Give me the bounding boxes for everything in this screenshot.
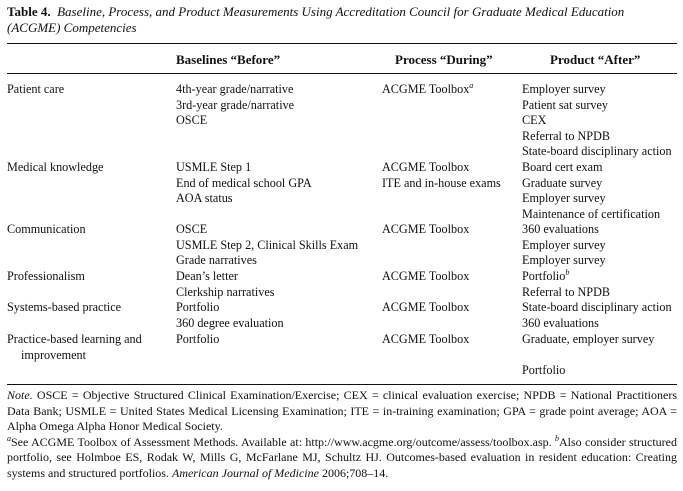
footnotes — [7, 435, 677, 482]
journal-name: American Journal of Medicine — [171, 465, 319, 480]
product-line: Referral to NPDB — [522, 284, 611, 299]
cell-process — [382, 332, 469, 348]
footnote-a-ref: a — [469, 81, 474, 90]
competency-line: improvement — [21, 347, 86, 362]
cell-competency — [7, 222, 86, 238]
note-text: OSCE = Objective Structured Clinical Examination/Exercise; CEX = clinical evaluation exercise; NPDB = National Practitioners Data Bank; USMLE = United States Medical Licensing Examination; ITE = in-training examination; GPA = grade point average; AOA = Alpha Omega Alpha Honor Medical Society. — [7, 388, 677, 434]
footnote-b-mark: b — [555, 433, 560, 443]
citation-tail: 2006;708–14. — [318, 465, 389, 480]
cell-product — [522, 332, 654, 379]
cell-process — [382, 269, 469, 285]
cell-baselines — [176, 300, 284, 331]
process-line: ACGME Toolbox — [382, 332, 470, 346]
table-label: Table 4. — [7, 4, 51, 19]
baselines-line: End of medical school GPA — [176, 175, 312, 190]
table-caption — [7, 4, 677, 36]
product-line: Graduate, employer survey — [522, 332, 655, 346]
cell-competency — [7, 160, 103, 176]
footnote-b-ref: b — [565, 268, 570, 277]
process-line: ACGME Toolbox$^a$ — [382, 81, 474, 96]
baselines-line: Dean’s letter — [176, 269, 238, 283]
product-line: Board cert exam — [522, 160, 603, 174]
product-line: Portfolio — [522, 363, 566, 378]
bottom-rule — [7, 384, 677, 385]
baselines-line: USMLE Step 2, Clinical Skills Exam — [176, 237, 359, 252]
competency-line: Communication — [7, 222, 86, 236]
top-rule — [7, 43, 677, 44]
cell-process — [382, 160, 501, 191]
cell-baselines — [176, 269, 275, 300]
baselines-line: 4th-year grade/narrative — [176, 82, 294, 96]
table-notes — [7, 388, 677, 482]
process-line: ACGME Toolbox — [382, 160, 470, 174]
product-line: Employer survey — [522, 237, 606, 252]
baselines-line: OSCE — [176, 222, 208, 236]
product-line: 360 evaluations — [522, 222, 599, 236]
cell-competency — [7, 82, 64, 98]
header-process: Process “During” — [395, 52, 493, 67]
note-label: Note. — [7, 388, 33, 402]
product-line: 360 evaluations — [522, 315, 599, 330]
baselines-line: USMLE Step 1 — [176, 160, 252, 174]
cell-process — [382, 222, 469, 238]
table-title: Baseline, Process, and Product Measurements Using Accreditation Council for Graduate Medical Education (ACGME) Competencies — [7, 4, 625, 35]
competency-line: Systems-based practice — [7, 300, 122, 314]
cell-process — [382, 300, 469, 316]
process-line: ACGME Toolbox — [382, 269, 470, 283]
footnote-a-text: See ACGME Toolbox of Assessment Methods. Available at: http://www.acgme.org/outcome/assess/toolbox.asp. — [11, 434, 556, 449]
process-line: ITE and in-house exams — [382, 175, 501, 190]
cell-product — [522, 222, 606, 269]
header-product: Product “After” — [550, 52, 641, 67]
cell-product — [522, 269, 610, 300]
cell-competency — [7, 269, 85, 285]
product-line — [522, 348, 654, 364]
note-abbreviations — [7, 388, 677, 435]
competency-line: Professionalism — [7, 269, 85, 283]
baselines-line: 360 degree evaluation — [176, 315, 284, 330]
product-line: CEX — [522, 113, 547, 128]
process-line: ACGME Toolbox — [382, 300, 470, 314]
baselines-line: Clerkship narratives — [176, 284, 275, 299]
header-baselines: Baselines “Before” — [176, 52, 281, 67]
product-line: Employer survey — [522, 191, 606, 206]
baselines-line: Portfolio — [176, 300, 220, 314]
product-line: Employer survey — [522, 253, 606, 268]
baselines-line: OSCE — [176, 113, 208, 128]
footnote-a-mark: a — [7, 433, 11, 443]
cell-baselines — [176, 160, 312, 207]
baselines-line: 3rd-year grade/narrative — [176, 97, 295, 112]
competency-line: Medical knowledge — [7, 160, 104, 174]
footnote-b-text: Also consider structured portfolio, see Holmboe ES, Rodak W, Mills G, McFarlane MJ, Schultz HJ. Outcomes-based evaluation in resident education: Creating systems and structured portfolios. — [7, 434, 677, 480]
process-line: ACGME Toolbox — [382, 222, 470, 236]
cell-product — [522, 160, 660, 222]
header-rule — [7, 73, 677, 74]
competency-line: Patient care — [7, 82, 65, 96]
cell-process — [382, 82, 473, 98]
product-line: Employer survey — [522, 82, 606, 96]
product-line: Graduate survey — [522, 175, 603, 190]
cell-product — [522, 300, 672, 331]
cell-baselines — [176, 332, 219, 348]
baselines-line: AOA status — [176, 191, 233, 206]
cell-baselines — [176, 222, 358, 269]
cell-product — [522, 82, 672, 160]
product-line: Maintenance of certification — [522, 206, 661, 221]
product-line: State-board disciplinary action — [522, 300, 672, 314]
cell-competency — [7, 300, 121, 316]
cell-competency — [7, 332, 142, 363]
cell-baselines — [176, 82, 294, 129]
product-line: Patient sat survey — [522, 97, 608, 112]
product-line: Portfolio$^b$ — [522, 268, 570, 283]
competency-line: Practice-based learning and — [7, 332, 142, 346]
product-line: State-board disciplinary action — [522, 144, 672, 159]
product-line: Referral to NPDB — [522, 128, 611, 143]
baselines-line: Grade narratives — [176, 253, 257, 268]
baselines-line: Portfolio — [176, 332, 220, 346]
